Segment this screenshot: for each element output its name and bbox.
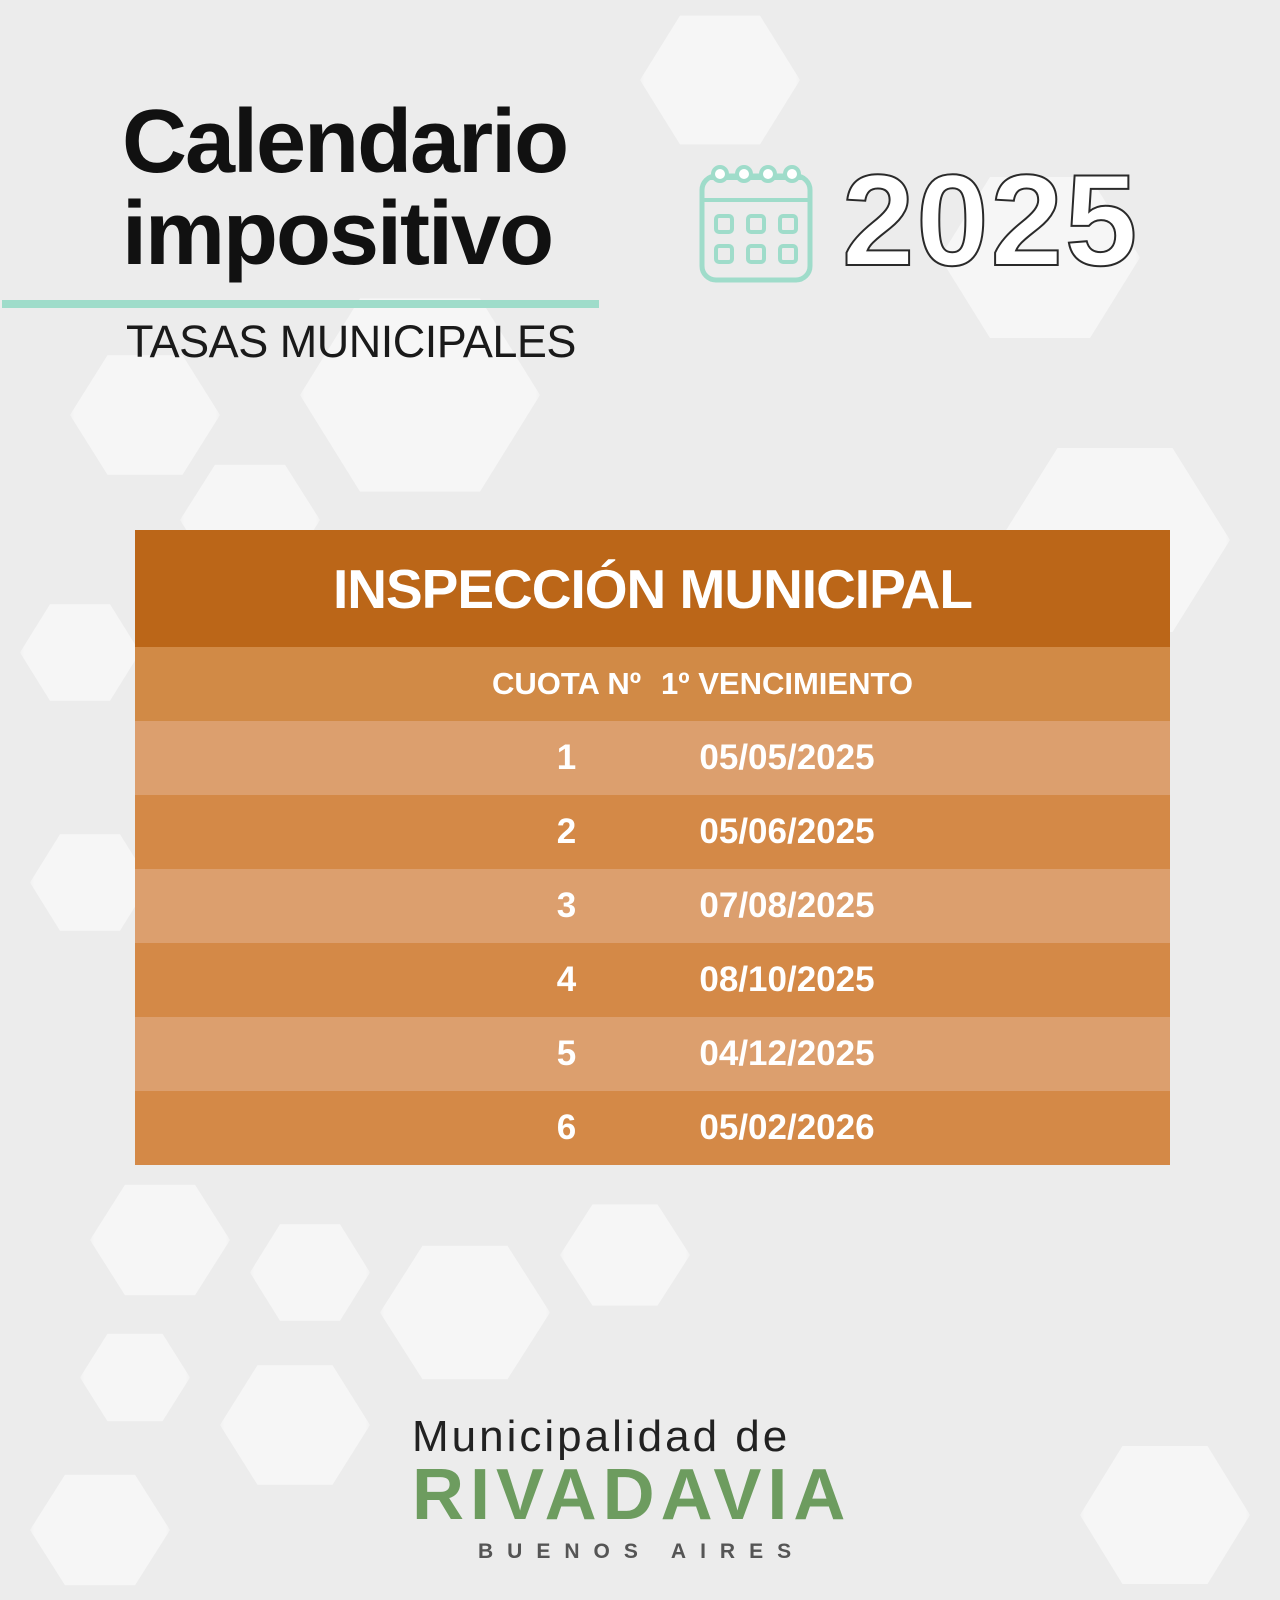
logo-line-rivadavia: RIVADAVIA — [412, 1455, 852, 1535]
cuota-cell: 3 — [556, 886, 577, 925]
title-line-2: impositivo — [122, 184, 553, 284]
table-header-row — [135, 647, 1170, 721]
page-header — [0, 0, 1280, 400]
table-row — [135, 1091, 1170, 1165]
cuota-cell: 2 — [556, 812, 577, 851]
logo-line-municipalidad: Municipalidad de — [412, 1412, 791, 1461]
vencimiento-cell: 05/05/2025 — [699, 738, 875, 777]
vencimiento-cell: 04/12/2025 — [699, 1034, 875, 1073]
tax-schedule-table — [135, 530, 1170, 1165]
vencimiento-cell: 08/10/2025 — [699, 960, 875, 999]
cuota-cell: 1 — [556, 738, 577, 777]
column-header-cuota: CUOTA Nº — [491, 666, 642, 701]
calendar-icon — [694, 160, 818, 284]
page-title — [122, 92, 568, 284]
cuota-cell: 5 — [556, 1034, 577, 1073]
table-row — [135, 1017, 1170, 1091]
table-row — [135, 795, 1170, 869]
title-line-1: Calendario — [122, 92, 568, 192]
column-header-vencimiento: 1º VENCIMIENTO — [661, 666, 913, 701]
cuota-cell: 4 — [556, 960, 577, 999]
vencimiento-cell: 05/02/2026 — [699, 1108, 875, 1147]
table-row — [135, 943, 1170, 1017]
table-row — [135, 721, 1170, 795]
table-row — [135, 869, 1170, 943]
vencimiento-cell: 05/06/2025 — [699, 812, 875, 851]
logo-line-buenos-aires: BUENOS AIRES — [478, 1540, 806, 1563]
year-label: 2025 — [842, 147, 1140, 293]
title-underline — [2, 300, 599, 308]
vencimiento-cell: 07/08/2025 — [699, 886, 875, 925]
page-subtitle: TASAS MUNICIPALES — [126, 316, 576, 367]
table-title: INSPECCIÓN MUNICIPAL — [135, 530, 1170, 647]
cuota-cell: 6 — [556, 1108, 577, 1147]
